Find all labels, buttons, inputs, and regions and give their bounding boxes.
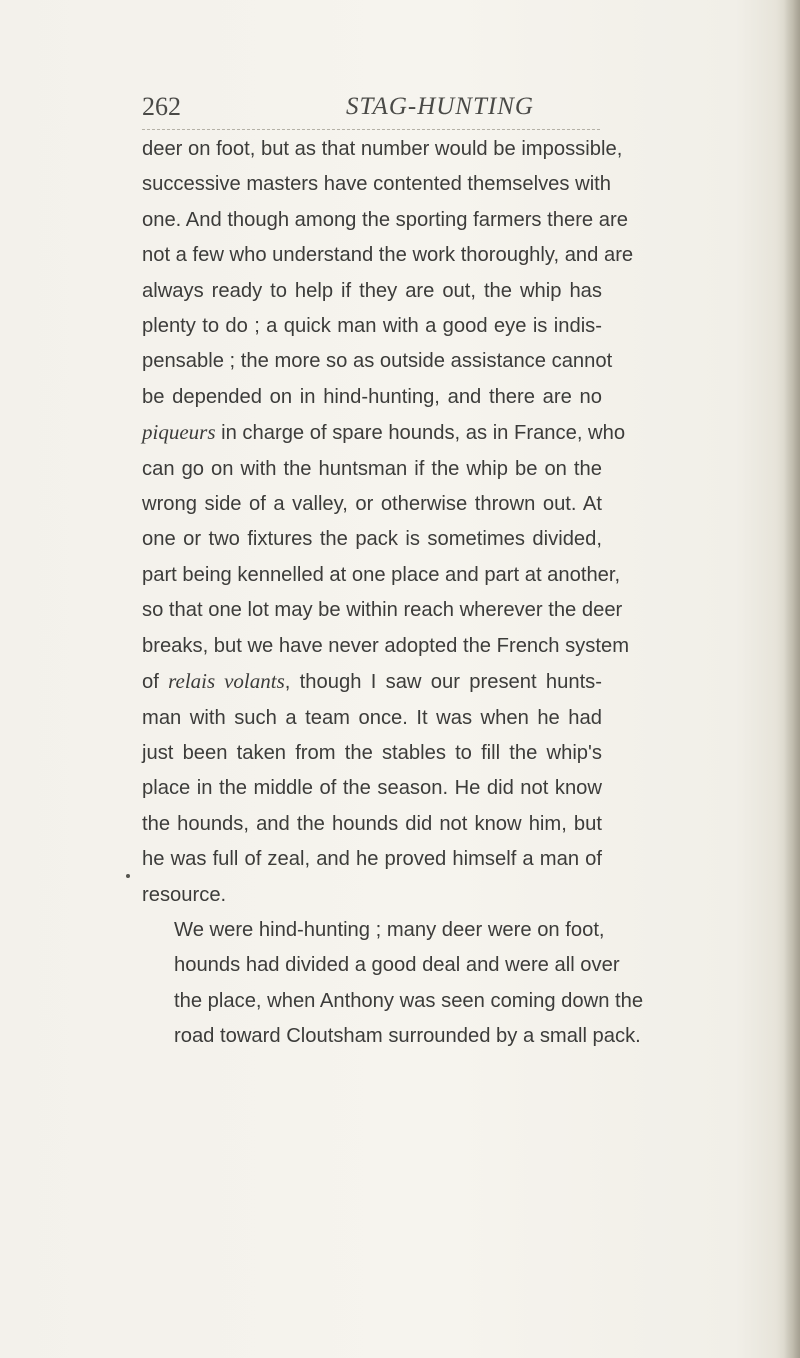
text-line: plenty to do ; a quick man with a good eye is indis- — [142, 315, 602, 338]
text-line: man with such a team once. It was when he had — [142, 706, 602, 729]
text-line: one or two fixtures the pack is sometimes divided, — [142, 528, 602, 551]
text-line: always ready to help if they are out, the whip has — [142, 279, 602, 302]
text-line: so that one lot may be within reach wherever the deer — [142, 599, 623, 622]
body-text — [142, 132, 644, 1055]
text-line: hounds had divided a good deal and were all over — [174, 954, 620, 977]
italic-term-relais-volants: relais volants — [168, 669, 285, 694]
text-line: part being kennelled at one place and part at another, — [142, 563, 621, 586]
running-head — [142, 90, 602, 130]
text-line: road toward Cloutsham surrounded by a small pack. — [174, 1025, 641, 1048]
text-line: he was full of zeal, and he proved himself a man of — [142, 848, 602, 871]
page-edge-shadow — [784, 0, 800, 1358]
page-number: 262 — [142, 92, 181, 121]
text-line: wrong side of a valley, or otherwise thrown out. At — [142, 493, 602, 516]
running-title: STAG-HUNTING — [346, 93, 534, 120]
text-line: deer on foot, but as that number would be impossible, — [142, 138, 623, 160]
text-line: not a few who understand the work thoroughly, and are — [142, 244, 634, 267]
header-rule — [142, 129, 600, 130]
italic-term-piqueurs: piqueurs — [142, 420, 216, 445]
text-line: can go on with the huntsman if the whip be on the — [142, 457, 602, 480]
text-line: of relais volants, though I saw our present hunts- — [142, 669, 602, 694]
text-line: piqueurs in charge of spare hounds, as in France, who — [142, 420, 626, 445]
text-line: the hounds, and the hounds did not know him, but — [142, 812, 602, 835]
text-line: breaks, but we have never adopted the French system — [142, 634, 630, 657]
text-line: successive masters have contented themselves with — [142, 173, 612, 196]
text-line: just been taken from the stables to fill the whip's — [142, 741, 602, 764]
text-line: be depended on in hind-hunting, and there are no — [142, 385, 602, 408]
paragraph-2 — [142, 913, 644, 1055]
ink-speck — [126, 874, 130, 878]
text-line: We were hind-hunting ; many deer were on foot, — [174, 918, 605, 941]
text-line: the place, when Anthony was seen coming down the — [174, 989, 644, 1012]
text-line: one. And though among the sporting farmers there are — [142, 208, 628, 231]
text-line: resource. — [142, 883, 227, 906]
text-line: pensable ; the more so as outside assistance cannot — [142, 350, 613, 373]
paragraph-1 — [142, 132, 634, 913]
text-line: place in the middle of the season. He did not know — [142, 777, 602, 800]
